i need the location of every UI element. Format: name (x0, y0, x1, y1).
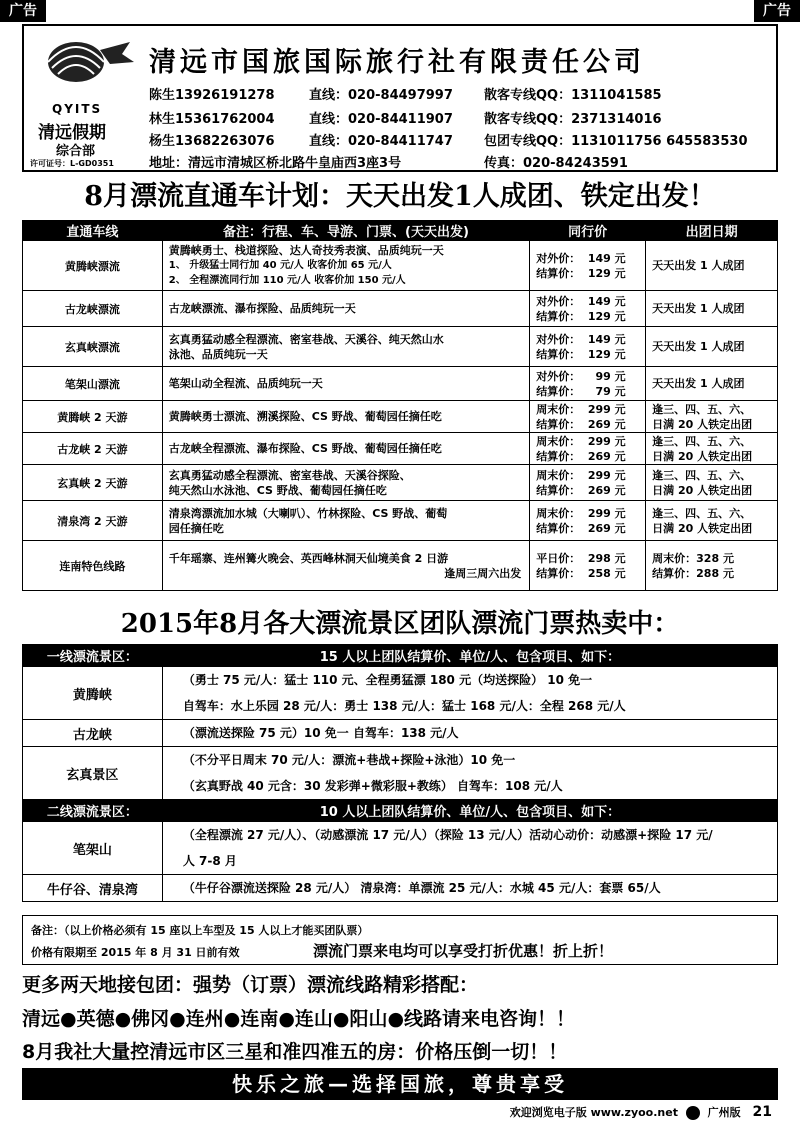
table-row (23, 241, 778, 291)
agency-header (22, 24, 778, 172)
table-row (23, 291, 778, 327)
tier2-desc: 10 人以上团队结算价、单位/人、包含项目、如下： (162, 800, 777, 822)
scenic-prices: （全程漂流 27 元/人）、（动感漂流 17 元/人）（探险 13 元/人）活动心动价：动感漂+探险 17 元/ 人 7-8 月 (162, 822, 777, 875)
route-desc: 千年瑶寨、连州篝火晚会、英西峰林洞天仙境美食 2 日游 逢周三周六出发 (162, 541, 529, 591)
route-name: 古龙峡漂流 (23, 291, 163, 327)
license-number: 许可证号：L-GD0351 (30, 159, 114, 168)
ad-tag-right: 广告 (754, 0, 800, 22)
contact-name: 杨生13682263076 (149, 134, 275, 149)
tier2-label: 二线漂流景区： (23, 800, 163, 822)
address: 地址：清远市清城区桥北路牛皇庙西3座3号 (149, 156, 402, 171)
route-date: 逢三、四、五、六、 日满 20 人铁定出团 (646, 433, 778, 465)
scenic-name: 牛仔谷、清泉湾 (23, 875, 163, 902)
route-desc: 玄真勇猛动感全程漂流、密室巷战、天溪谷、纯天然山水 泳池、品质纯玩一天 (162, 327, 529, 367)
scenic-prices: （漂流送探险 75 元）10 免一 自驾车：138 元/人 (162, 720, 777, 747)
route-name: 清泉湾 2 天游 (23, 501, 163, 541)
tier1-desc: 15 人以上团队结算价、单位/人、包含项目、如下： (162, 645, 777, 667)
table-row (23, 401, 778, 433)
route-date: 逢三、四、五、六、 日满 20 人铁定出团 (646, 465, 778, 501)
tier1-label: 一线漂流景区： (23, 645, 163, 667)
route-price: 平日价： 298 元 结算价： 258 元 (530, 541, 646, 591)
route-desc: 清泉湾漂流加水城（大喇叭）、竹林探险、CS 野战、葡萄 园任摘任吃 (162, 501, 529, 541)
contact-qq: 散客专线QQ：2371314016 (484, 112, 662, 127)
route-desc: 黄腾峡勇士、栈道探险、达人奇技秀表演、品质纯玩一天 1、 升级猛士同行加 40 元/人 收客价加 65 元/人 2、 全程漂流同行加 110 元/人 收客价加 150 元/人 (162, 241, 529, 291)
table-row (23, 433, 778, 465)
promo-line: 8月我社大量控清远市区三星和准四准五的房：价格压倒一切！！ (22, 1041, 568, 1063)
page-number: 21 (752, 1104, 772, 1120)
route-price: 周末价： 299 元 结算价： 269 元 (530, 401, 646, 433)
section2-title: 2015年8月各大漂流景区团队漂流门票热卖中： (120, 609, 680, 639)
column-header: 直通车线 (23, 221, 163, 241)
contact-line: 直线：020-84497997 (309, 88, 453, 103)
scenic-prices: （不分平日周末 70 元/人：漂流+巷战+探险+泳池）10 免一 （玄真野战 40 元含：30 发彩弹+微彩服+教练） 自驾车：108 元/人 (162, 747, 777, 800)
column-header: 同行价 (530, 221, 646, 241)
contact-line: 直线：020-84411907 (309, 112, 453, 127)
table-row (23, 367, 778, 401)
promo-line: 清远●英德●佛冈●连州●连南●连山●阳山●线路请来电咨询！！ (22, 1008, 576, 1030)
brand-name: 清远假期 (38, 123, 106, 143)
table-row (23, 822, 778, 875)
tier-header-row (23, 800, 778, 822)
edition-logo-icon (686, 1106, 700, 1120)
column-header: 备注：行程、车、导游、门票、(天天出发) (162, 221, 529, 241)
route-price: 对外价： 149 元 结算价： 129 元 (530, 327, 646, 367)
route-desc: 古龙峡全程漂流、瀑布探险、CS 野战、葡萄园任摘任吃 (162, 433, 529, 465)
route-price: 周末价： 299 元 结算价： 269 元 (530, 501, 646, 541)
route-name: 古龙峡 2 天游 (23, 433, 163, 465)
route-date: 天天出发 1 人成团 (646, 367, 778, 401)
contact-name: 林生15361762004 (149, 112, 275, 127)
route-price: 对外价： 99 元 结算价： 79 元 (530, 367, 646, 401)
company-name: 清远市国旅国际旅行社有限责任公司 (149, 47, 645, 78)
table-row (23, 541, 778, 591)
route-desc: 玄真勇猛动感全程漂流、密室巷战、天溪谷探险、 纯天然山水泳池、CS 野战、葡萄园任摘任吃 (162, 465, 529, 501)
table-row (23, 747, 778, 800)
scenic-name: 笔架山 (23, 822, 163, 875)
route-name: 黄腾峡 2 天游 (23, 401, 163, 433)
table-row (23, 667, 778, 720)
promo-line: 更多两天地接包团：强势（订票）漂流线路精彩搭配： (22, 974, 479, 996)
route-date: 逢三、四、五、六、 日满 20 人铁定出团 (646, 501, 778, 541)
table-row (23, 501, 778, 541)
route-name: 笔架山漂流 (23, 367, 163, 401)
slogan-bar: 快乐之旅—选择国旅，尊贵享受 (22, 1068, 778, 1100)
table-row (23, 720, 778, 747)
table-header-row (23, 221, 778, 241)
fax: 传真：020-84243591 (484, 156, 628, 171)
route-date: 天天出发 1 人成团 (646, 241, 778, 291)
route-date: 天天出发 1 人成团 (646, 327, 778, 367)
department: 综合部 (56, 144, 96, 159)
ticket-table (22, 644, 778, 902)
route-desc: 笔架山动全程流、品质纯玩一天 (162, 367, 529, 401)
route-name: 黄腾峡漂流 (23, 241, 163, 291)
scenic-name: 玄真景区 (23, 747, 163, 800)
note-line: 备注：（以上价格必须有 15 座以上车型及 15 人以上才能买团队票） (31, 924, 369, 937)
direct-bus-table (22, 220, 778, 591)
column-header: 出团日期 (646, 221, 778, 241)
contact-name: 陈生13926191278 (149, 88, 275, 103)
route-price: 周末价： 299 元 结算价： 269 元 (530, 465, 646, 501)
route-price: 对外价： 149 元 结算价： 129 元 (530, 241, 646, 291)
agency-logo (30, 32, 142, 168)
table-row (23, 465, 778, 501)
route-date: 天天出发 1 人成团 (646, 291, 778, 327)
route-desc: 古龙峡漂流、瀑布探险、品质纯玩一天 (162, 291, 529, 327)
footer-edition: 广州版 (707, 1106, 741, 1119)
contact-qq: 包团专线QQ：1131011756 645583530 (484, 134, 748, 149)
logo-text: QYITS (52, 102, 103, 116)
route-name: 玄真峡 2 天游 (23, 465, 163, 501)
section1-title: 8月漂流直通车计划：天天出发1人成团、铁定出发！ (84, 181, 716, 212)
contact-qq: 散客专线QQ：1311041585 (484, 88, 662, 103)
scenic-name: 古龙峡 (23, 720, 163, 747)
globe-bird-icon (30, 32, 142, 102)
tier-header-row (23, 645, 778, 667)
ad-tag-left: 广告 (0, 0, 46, 22)
table-row (23, 875, 778, 902)
route-desc: 黄腾峡勇士漂流、溯溪探险、CS 野战、葡萄园任摘任吃 (162, 401, 529, 433)
scenic-name: 黄腾峡 (23, 667, 163, 720)
note-validity: 价格有限期至 2015 年 8 月 31 日前有效 (31, 946, 240, 959)
table-row (23, 327, 778, 367)
route-price: 周末价： 299 元 结算价： 269 元 (530, 433, 646, 465)
route-price: 对外价： 149 元 结算价： 129 元 (530, 291, 646, 327)
route-name: 玄真峡漂流 (23, 327, 163, 367)
route-date: 逢三、四、五、六、 日满 20 人铁定出团 (646, 401, 778, 433)
route-date: 周末价：328 元 结算价：288 元 (646, 541, 778, 591)
page-footer (510, 1104, 772, 1120)
discount-highlight: 漂流门票来电均可以享受打折优惠！折上折！ (313, 942, 614, 960)
price-note (22, 915, 778, 965)
scenic-prices: （勇士 75 元/人：猛士 110 元、全程勇猛漂 180 元（均送探险） 10 免一 自驾车：水上乐园 28 元/人：勇士 138 元/人：猛士 168 元/人：全程 268 元/人 (162, 667, 777, 720)
route-name: 连南特色线路 (23, 541, 163, 591)
footer-website: 欢迎浏览电子版 www.zyoo.net (509, 1106, 678, 1119)
contact-line: 直线：020-84411747 (309, 134, 453, 149)
scenic-prices: （牛仔谷漂流送探险 28 元/人） 清泉湾：单漂流 25 元/人：水城 45 元/人：套票 65/人 (162, 875, 777, 902)
